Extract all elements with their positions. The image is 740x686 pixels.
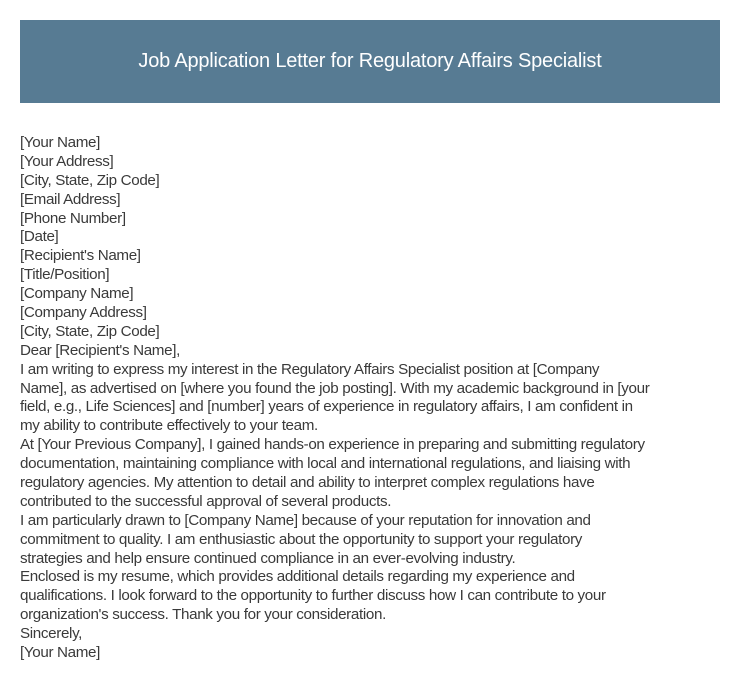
sender-phone: [Phone Number] — [20, 209, 126, 227]
paragraph-line: documentation, maintaining compliance with local and international regulations, and liaising with — [20, 455, 631, 473]
letter-body — [20, 134, 730, 663]
paragraph-line: I am particularly drawn to [Company Name] because of your reputation for innovation and — [20, 511, 591, 529]
paragraph-closing — [20, 568, 730, 625]
paragraph-line: regulatory agencies. My attention to detail and ability to interpret complex regulations have — [20, 474, 595, 492]
recipient-block — [20, 247, 730, 341]
sender-email: [Email Address] — [20, 190, 121, 208]
recipient-title: [Title/Position] — [20, 266, 110, 284]
paragraph-line: commitment to quality. I am enthusiastic about the opportunity to support your regulatory — [20, 530, 583, 548]
sender-name: [Your Name] — [20, 134, 101, 151]
salutation: Dear [Recipient's Name], — [20, 341, 180, 359]
paragraph-line: contributed to the successful approval of several products. — [20, 492, 392, 510]
closing: Sincerely, — [20, 625, 83, 643]
paragraph-line: my ability to contribute effectively to your team. — [20, 417, 318, 435]
paragraph-experience — [20, 436, 730, 512]
paragraph-line: qualifications. I look forward to the opportunity to further discuss how I can contribute to your — [20, 587, 606, 605]
page-title: Job Application Letter for Regulatory Affairs Specialist — [138, 50, 602, 72]
letter-date: [Date] — [20, 228, 59, 246]
paragraph-line: Name], as advertised on [where you found the job posting]. With my academic background in [your — [20, 379, 650, 397]
paragraph-line: field, e.g., Life Sciences] and [number] years of experience in regulatory affairs, I am confident in — [20, 398, 633, 416]
paragraph-line: I am writing to express my interest in the Regulatory Affairs Specialist position at [Company — [20, 360, 600, 378]
sender-address: [Your Address] — [20, 152, 114, 170]
sender-block — [20, 134, 730, 228]
paragraph-line: organization's success. Thank you for your consideration. — [20, 606, 386, 624]
signature: [Your Name] — [20, 644, 101, 662]
sender-city-state-zip: [City, State, Zip Code] — [20, 171, 160, 189]
paragraph-line: Enclosed is my resume, which provides additional details regarding my experience and — [20, 568, 575, 586]
recipient-company-address: [Company Address] — [20, 304, 147, 322]
paragraph-intro — [20, 361, 730, 437]
paragraph-motivation — [20, 512, 730, 569]
recipient-company: [Company Name] — [20, 285, 134, 303]
recipient-city-state-zip: [City, State, Zip Code] — [20, 322, 160, 340]
recipient-name: [Recipient's Name] — [20, 247, 141, 265]
paragraph-line: At [Your Previous Company], I gained hands-on experience in preparing and submitting regulatory — [20, 436, 645, 454]
page-header — [20, 20, 720, 103]
paragraph-line: strategies and help ensure continued compliance in an ever-evolving industry. — [20, 549, 516, 567]
